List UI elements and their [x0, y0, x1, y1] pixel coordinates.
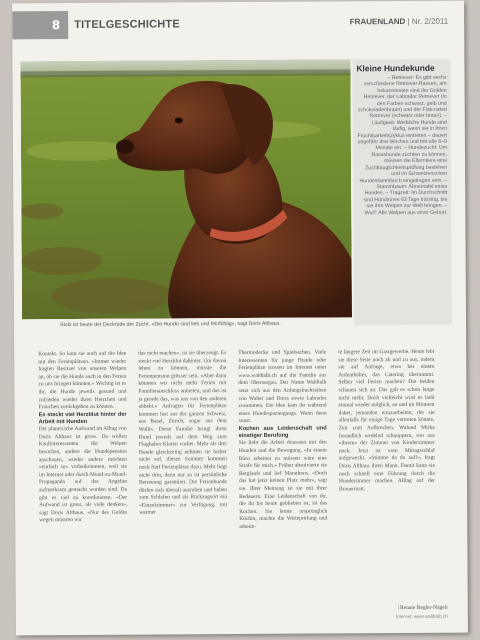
page-number-block	[12, 11, 68, 39]
info-box-title: Kleine Hundekunde	[356, 62, 435, 74]
paragraph: te längere Zeit im Gastgewerbe. Heute lebt sie diese Seite noch ab und zu aus, indem sie auf Anfrage, etwa bei einem Aufenthalter, das Catering übernimmt. Selber viel Ferien machen? Die beiden schauen sich an. Das gab es schon lange nicht mehr. Doch vielleicht wird es bald einmal wieder möglich, an und im Moment dabei, jemanden einzuarbeiten, der sie allenfalls für einige Tage vertreten könnte. Zeit zum Aufbrechen. Walund Mirka freundlich wedelnd schnuppern, wer aus «ihrem» der Zimmer von Kinderzimmer noch. Jetzt ist vom Mittagsschlaf aufgeweckt. «Stimme da du auf!», fragt Doris Althaus ihren Mann. Damit kann sie noch schnell eine Führung durch die Hundezimmer machen. Alltag auf der Brauermatt.	[338, 348, 436, 493]
magazine-issue: FRAUENLAND | Nr. 2/2011	[349, 16, 449, 27]
subheading: Es steckt viel Herzblut hinter der Arbeit mit Hunden	[38, 411, 127, 426]
paragraph: Thermodecke und Spielsachen. Viele Interessenten für junge Hunde oder Ferienplätze stossen im Internet unter www.waldtalb.ch auf die Familie aus dem Oberaargau. Der Name Waldtalb setzt sich aus den Anfangsbuchstaben von Walter und Doris sowie Labrador zusammen. Die Idee kam ihr während eines Hundespaziergangs. Wann denn sonst.	[238, 349, 327, 425]
paragraph: das nicht machen», ist sie überzeugt. Es steckt viel Herzblut dahinter. Um davon leben zu können, müsste die Ferienpension grösser sein. «Aber dann könnten wir nicht mehr Ferien mit Familienanschluss anbieten, und das ist ja gerade das, was uns von den anderen abhebt.» Anfragen für Ferienplätze kommen fast aus der ganzen Schweiz, aus Basel, Zürich, sogar aus dem Wallis. Diese Familie bringt ihren Hund jeweils auf dem Weg zum Flughafen Kloten vorbei. Mehr als drei Hunde gleichzeitig nehmen sie bisher nicht auf, diesen Sommer kommen noch fünf Ferienplätze dazu. Mehr liegt nicht drin, denn nur so ist persönliche Betreuung garantiert. Die Ferienhunde dürfen sich überall ausruhen und haben zum Schlafen und als Rückzugsort ein «Einzelzimmer» zur Verfügung, mit warmer	[138, 350, 228, 517]
author-credit: | Renate Begler-Nägeli	[397, 604, 448, 612]
paragraph: Kontakt. So kam sie auch auf die Idee mit den Ferienplätzen. «Immer wieder fragten Besitzer von unseren Welpen an, ob sie die Hunde auch in den Ferien zu uns bringen könnten.» Wichtig ist es ihr, die Hunde jeweils gesund und zufrieden wieder ihren Herrchen und Frauchen zurückgeben zu können.	[38, 350, 127, 411]
section-title: TITELGESCHICHTE	[74, 18, 180, 32]
article-body	[38, 349, 460, 612]
photo-caption: Stolz ist heute der Deckrüde der Zucht. «Die Hunde sind lieb und feinfühlig», sagt Doris Althaus.	[60, 320, 281, 329]
page-number: 8	[51, 18, 61, 33]
page-header	[12, 9, 464, 42]
column-4	[338, 349, 435, 494]
issue-number: Nr. 2/2011	[411, 16, 449, 26]
labrador-image	[20, 59, 352, 319]
magazine-name: FRAUENLAND	[349, 16, 406, 27]
column-1	[38, 351, 127, 525]
column-3	[238, 349, 327, 531]
paragraph: Sie liebt die Arbeit draussen mit den Hunden und die Bewegung. «In einem Büro arbeiten zu müssen wäre eine Strafe für mich.» Früher absolvierte sie Berglaufs und lief Marathons. «Doch das hat jetzt keinen Platz mehr», sagt sie. Ihrer Meinung ist sie mit ihrer Bedauern. Eine Leidenschaft von ihr, die ihr bis heute geblieben ist, ist das Kochen. Sie lernte ursprünglich Köchin, machte die Wirteprüfung und arbeite-	[238, 439, 328, 530]
magazine-page	[12, 1, 468, 636]
dog-photo	[20, 59, 352, 319]
info-box-text: – Retriever: Es gibt sechs verschiedene Retriever-Rassen, am bekanntesten sind der Golden Retriever, der Labrador Retriever (in den Farben schwarz, gelb und schokoladenbraun) und der Flatcoated Retriever (schwarz oder braun). – Läufigkeit: Weibliche Hunde sind läufig, wenn sie in ihren Fruchtbarkeitszyklus eintreten – dauert ungefähr drei Wochen und tritt alle 6–9 Monate ein. – Hundezucht: Um Rassehunde züchten zu können, müssen die Elterntiere eine Zuchttauglichkeitsprüfung bestehen und im Schweizerischen Hundestammbuch eingetragen sein. – Stammbaum: Ahnentafel eines Hundes. – Tragzeit: Im Durchschnitt sind Hündinnen 63 Tage trächtig, bis sie ihre Welpen zur Welt bringen. – Wurf: Alle Welpen aus einer Geburt.	[357, 74, 448, 216]
info-box	[352, 59, 452, 326]
website-note: Internet: www.waldtalb.ch	[395, 613, 448, 620]
subheading: Kochen aus Leidenschaft und einstiger Berufung	[238, 425, 327, 440]
paragraph: Der planerische Aufwand im Alltag von Doris Althaus ist gross. Da wollen Kaufinteressenten die Welpen besuchen, andere die Hundepension anschauen, wieder andere möchten «einfach so» vorbeikommen, weil sie im Internet oder durch Mund-zu-Mund-Propaganda auf das Angebot aufmerksam gemacht worden sind. Da gibt es viel zu koordinieren. «Der Aufwand ist gross, als viele denken», sagt Doris Althaus. «Nur des Geldes wegen müssten wir	[38, 425, 128, 524]
column-2	[138, 350, 227, 518]
